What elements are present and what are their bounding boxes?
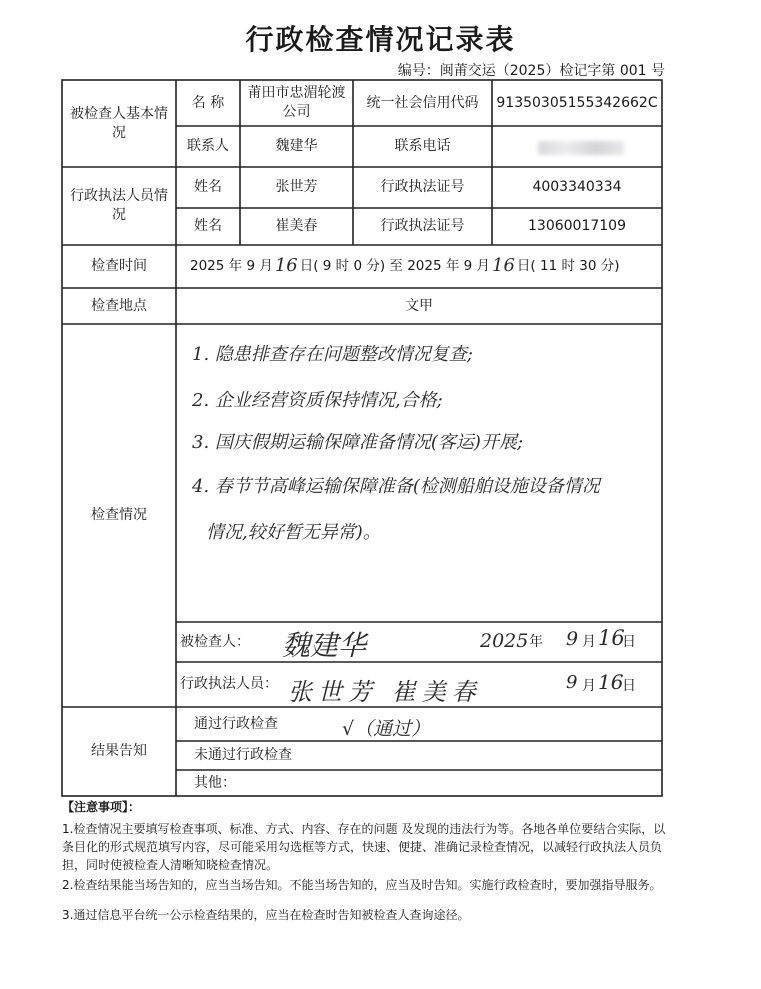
contact-label: 联系人 xyxy=(187,138,229,155)
start-day-handwritten: 16 xyxy=(274,255,298,277)
fail-option: 未通过行政检查 xyxy=(194,747,292,764)
officer-sign-label: 行政执法人员： xyxy=(180,676,278,693)
sign-year-suffix: 年 xyxy=(529,633,543,650)
note-3: 3.通过信息平台统一公示检查结果的，应当在检查时告知被检查人查询途径。 xyxy=(62,908,470,922)
finding-line-5: 情况,较好暂无异常)。 xyxy=(206,522,381,543)
inspection-findings-label: 检查情况 xyxy=(91,507,147,524)
inspection-location-value: 文甲 xyxy=(405,297,433,314)
pass-mark: √（通过） xyxy=(342,718,431,740)
sign-day-suffix: 日 xyxy=(622,633,636,650)
officer2-cert-label: 行政执法证号 xyxy=(380,218,465,235)
phone-label: 联系电话 xyxy=(394,138,451,155)
officer1-name: 张世芳 xyxy=(275,179,318,196)
inspection-location-label: 检查地点 xyxy=(91,297,147,314)
other-option: 其他： xyxy=(194,774,236,791)
company-name: 莆田市忠湄轮渡公司 xyxy=(247,85,346,120)
note-1: 1.检查情况主要填写检查事项、标准、方式、内容、存在的问题 及发现的违法行为等。各地各单位要结合实际，以条目化的形式规范填写内容，尽可能采用勾选框等方式，快速、便捷、准确记录检查情况，以减轻行政执法人员负担，同时使被检查人清晰知晓检查情况。 xyxy=(62,822,666,872)
inspection-time-label: 检查时间 xyxy=(91,258,147,275)
officer1-cert-label: 行政执法证号 xyxy=(380,179,465,196)
officer-sign-month-suffix: 月 xyxy=(582,677,596,694)
officer-sign-day: 16 xyxy=(598,670,624,694)
officer2-cert: 13060017109 xyxy=(528,218,626,235)
inspected-party-label: 被检查人基本情况 xyxy=(70,105,168,141)
result-notice-label: 结果告知 xyxy=(91,743,147,760)
document-number: 编号：闽莆交运（2025）检记字第 001 号 xyxy=(397,63,665,79)
sign-month-suffix: 月 xyxy=(582,633,596,650)
officer1-name-label: 姓名 xyxy=(194,179,222,196)
end-day-handwritten: 16 xyxy=(492,255,515,277)
officer-signatures: 张世芳 崔美春 xyxy=(288,678,482,706)
inspected-signature: 魏建华 xyxy=(282,629,367,662)
name-label: 名 称 xyxy=(191,94,225,111)
sign-month: 9 xyxy=(566,628,579,650)
note-2: 2.检查结果能当场告知的，应当当场告知。不能当场告知的，应当及时告知。实施行政检查时，要加强指导服务。 xyxy=(62,878,662,892)
page-title: 行政检查情况记录表 xyxy=(245,23,516,56)
officers-label: 行政执法人员情况 xyxy=(70,188,168,223)
pass-option: 通过行政检查 xyxy=(194,715,278,732)
sign-year: 2025 xyxy=(480,630,529,652)
finding-line-3: 3. 国庆假期运输保障准备情况(客运)开展; xyxy=(192,432,524,453)
finding-line-2: 2. 企业经营资质保持情况,合格; xyxy=(192,390,443,411)
officer2-name-label: 姓名 xyxy=(194,218,222,235)
inspection-time-value: 2025 年 9 月 16 日( 9 时 0 分) 至 2025 年 9 月 16 日( 11 时 30 分) xyxy=(176,245,662,288)
contact-value: 魏建华 xyxy=(275,138,318,155)
officer-sign-day-suffix: 日 xyxy=(622,677,636,694)
officer1-cert: 4003340334 xyxy=(532,179,622,196)
officer-sign-month: 9 xyxy=(566,672,578,693)
credit-code-label: 统一社会信用代码 xyxy=(366,94,479,111)
inspected-sign-label: 被检查人： xyxy=(180,633,250,650)
notes-heading: 【注意事项】： xyxy=(62,800,141,814)
finding-line-4: 4. 春节节高峰运输保障准备(检测船舶设施设备情况 xyxy=(192,476,600,497)
sign-day: 16 xyxy=(598,626,625,650)
finding-line-1: 1. 隐患排查存在问题整改情况复查; xyxy=(192,344,473,365)
officer2-name: 崔美春 xyxy=(275,218,318,235)
credit-code-value: 91350305155342662C xyxy=(496,94,658,111)
redacted-phone xyxy=(538,141,624,155)
